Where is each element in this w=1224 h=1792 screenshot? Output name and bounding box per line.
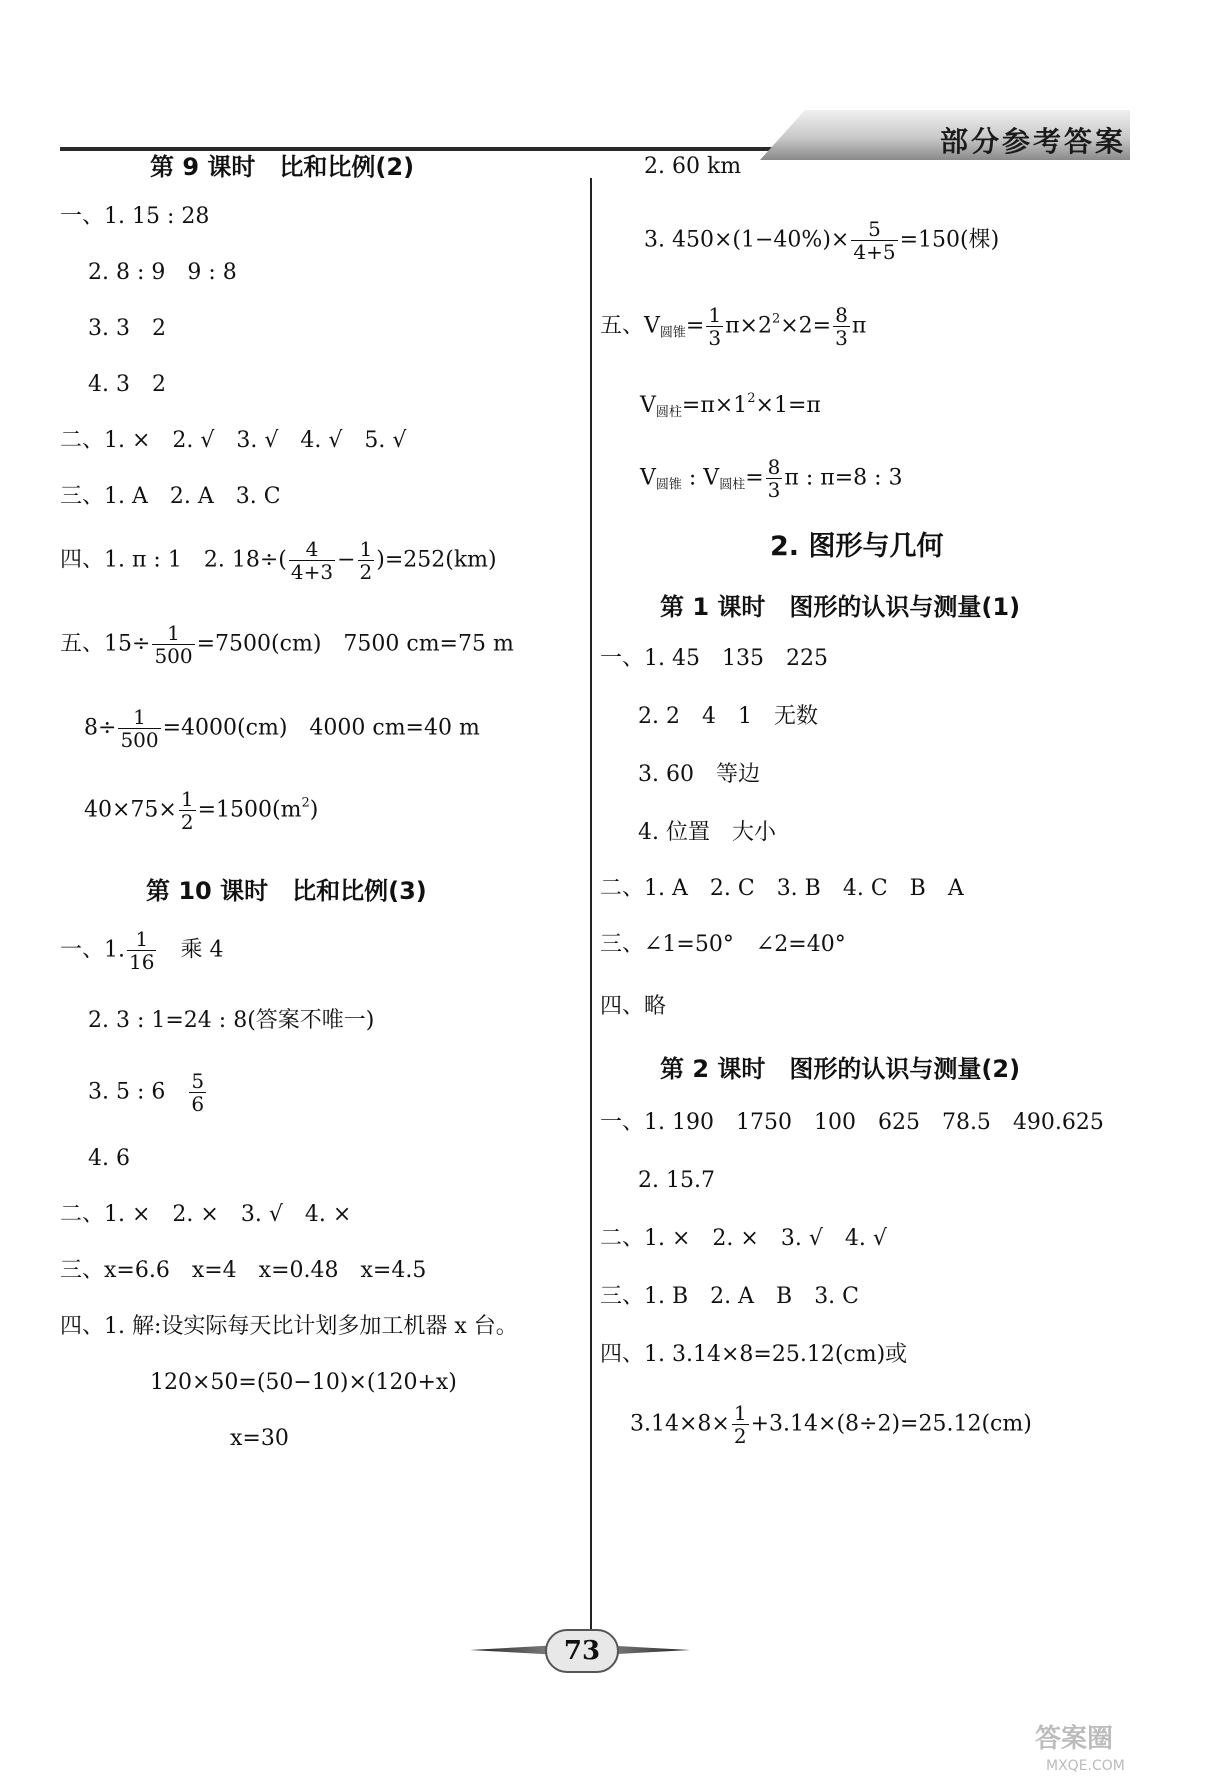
answer-line: 四、略: [600, 994, 667, 1019]
answer-line: 2. 15.7: [638, 1168, 715, 1193]
answer-line: 二、1. A 2. C 3. B 4. C B A: [600, 876, 964, 901]
answer-line: 一、1. $\frac{1}{16}$ 乘 4: [60, 927, 224, 974]
header-rule: [60, 147, 820, 151]
answer-line: 2. 60 km: [644, 154, 742, 179]
answer-line: 一、1. 15 : 28: [60, 204, 210, 229]
answer-line: x=30: [230, 1426, 289, 1451]
answer-line: 三、∠1=50° ∠2=40°: [600, 932, 846, 957]
answer-line: 4. 3 2: [88, 372, 166, 397]
watermark-logo: 答案圈: [1035, 1724, 1114, 1754]
answer-line: 二、1. × 2. × 3. √ 4. ×: [60, 1202, 352, 1227]
answer-line: 四、1. 3.14×8=25.12(cm)或: [600, 1342, 908, 1367]
page-number-badge: [470, 1625, 690, 1675]
answer-line: 40×75× $\frac{1}{2}$ $=1500(m^2)$: [84, 787, 319, 834]
fraction: $\frac{1}{500}$: [154, 621, 193, 668]
answer-line: 一、1. 45 135 225: [600, 646, 828, 671]
fraction: $\frac{4}{4+3}$: [290, 537, 334, 584]
answer-line: 2. 2 4 1 无数: [638, 704, 818, 729]
answer-line: 2. 3 : 1=24 : 8(答案不唯一): [88, 1008, 375, 1033]
text-run: 四、1. π : 1 2. 18÷(: [60, 547, 287, 573]
answer-line: 3. 450×(1−40%)× $\frac{5}{4+5}$ =150(棵): [644, 217, 1000, 264]
fraction: $\frac{5}{6}$: [191, 1069, 205, 1116]
fraction: $\frac{1}{3}$: [708, 303, 722, 350]
answer-line: 3.14×8× $\frac{1}{2}$ +3.14×(8÷2)=25.12(cm): [630, 1401, 1032, 1448]
fraction: $\frac{1}{16}$: [129, 927, 155, 974]
answer-line: 8÷ $\frac{1}{500}$ =4000(cm) 4000 cm=40 m: [84, 705, 480, 752]
answer-line: 四、1. π : 1 2. 18÷( $\frac{4}{4+3}$ − $\frac{1}{2}$ )=252(km): [60, 537, 497, 584]
answer-line: $V_{圆柱}=\pi\times 1^2\times 1=\pi$: [640, 391, 821, 420]
page-number: 73: [545, 1629, 619, 1673]
answer-line: $V_{圆锥}$ : $V_{圆柱}=$ $\frac{8}{3}$ π : π=8 : 3: [640, 455, 903, 502]
answer-line: 4. 位置 大小: [638, 820, 776, 845]
section-title: 2. 图形与几何: [770, 531, 944, 562]
answer-line: 三、1. B 2. A B 3. C: [600, 1284, 860, 1309]
column-divider: [590, 178, 592, 1648]
watermark-url: MXQE.COM: [1046, 1758, 1125, 1774]
answer-line: 四、1. 解:设实际每天比计划多加工机器 x 台。: [60, 1314, 518, 1339]
answer-line: 3. 5 : 6 $\frac{5}{6}$: [88, 1069, 205, 1116]
fraction: $\frac{1}{2}$: [733, 1401, 747, 1448]
lesson-2-title: 第 2 课时 图形的认识与测量(2): [660, 1055, 1021, 1083]
lesson-9-title: 第 9 课时 比和比例(2): [150, 153, 415, 181]
header-label: 部分参考答案: [940, 125, 1127, 158]
fraction: $\frac{8}{3}$: [835, 303, 848, 350]
fraction: $\frac{5}{4+5}$: [853, 217, 896, 264]
lesson-10-title: 第 10 课时 比和比例(3): [146, 877, 427, 905]
answer-line: 3. 60 等边: [638, 762, 760, 787]
answer-line: 4. 6: [88, 1146, 130, 1171]
answer-line: 三、x=6.6 x=4 x=0.48 x=4.5: [60, 1258, 427, 1283]
answer-line: 三、1. A 2. A 3. C: [60, 484, 281, 509]
fraction: $\frac{1}{2}$: [359, 537, 373, 584]
fraction: $\frac{1}{500}$: [120, 705, 159, 752]
answer-line: 3. 3 2: [88, 316, 166, 341]
lesson-1-title: 第 1 课时 图形的认识与测量(1): [660, 593, 1021, 621]
fraction: $\frac{8}{3}$: [767, 455, 781, 502]
answer-line: 2. 8 : 9 9 : 8: [88, 260, 237, 285]
answer-line: 五、$V_{圆锥}=$ $\frac{1}{3}$ $\pi\times 2^2\times 2=$ $\frac{8}{3}$ π: [600, 303, 867, 350]
answer-line: 120×50=(50−10)×(120+x): [150, 1370, 457, 1395]
answer-line: 二、1. × 2. √ 3. √ 4. √ 5. √: [60, 428, 407, 453]
answer-line: 一、1. 190 1750 100 625 78.5 490.625: [600, 1110, 1104, 1135]
answer-line: 二、1. × 2. × 3. √ 4. √: [600, 1226, 887, 1251]
answer-line: 五、15÷ $\frac{1}{500}$ =7500(cm) 7500 cm=75 m: [60, 621, 514, 668]
fraction: $\frac{1}{2}$: [180, 787, 194, 834]
